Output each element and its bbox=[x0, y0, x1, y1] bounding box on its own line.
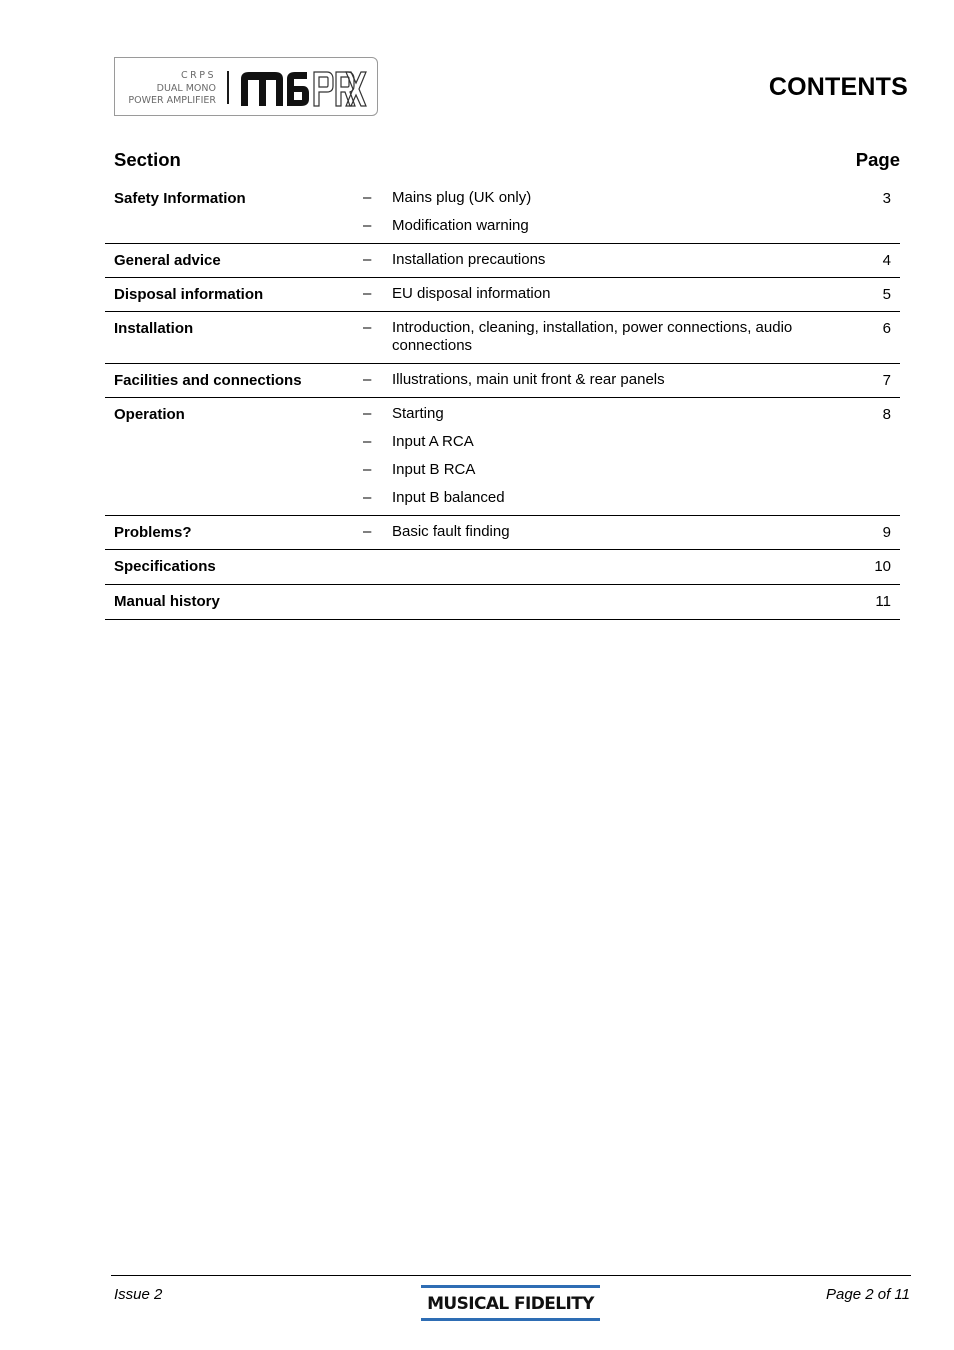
topic-item bbox=[363, 489, 840, 507]
topic-text: Illustrations, main unit front & rear panels bbox=[392, 371, 665, 388]
topic-item bbox=[363, 433, 840, 451]
topic-text: Mains plug (UK only) bbox=[392, 189, 532, 206]
page-number: 10 bbox=[874, 558, 891, 575]
topic-text: Modification warning bbox=[392, 217, 529, 234]
dash-bullet: – bbox=[363, 433, 372, 450]
section-title: Problems? bbox=[114, 524, 192, 541]
contents-row bbox=[105, 398, 900, 516]
topic-item bbox=[363, 461, 840, 479]
section-topics bbox=[363, 285, 840, 303]
dash-bullet: – bbox=[363, 319, 372, 336]
page-title: CONTENTS bbox=[768, 73, 908, 101]
section-topics bbox=[363, 189, 840, 235]
contents-row bbox=[105, 516, 900, 550]
section-title: Specifications bbox=[114, 558, 216, 575]
topic-text: Installation precautions bbox=[392, 251, 546, 268]
product-logo bbox=[114, 57, 378, 116]
column-header-section: Section bbox=[114, 149, 181, 170]
dash-bullet: – bbox=[363, 285, 372, 302]
logo-line-power-amplifier: POWER AMPLIFIER bbox=[128, 95, 216, 106]
section-title: Installation bbox=[114, 320, 194, 337]
dash-bullet: – bbox=[363, 189, 372, 206]
brand-logo bbox=[421, 1285, 600, 1321]
section-topics bbox=[363, 523, 840, 541]
topic-item bbox=[363, 285, 840, 303]
dash-bullet: – bbox=[363, 405, 372, 422]
topic-item bbox=[363, 371, 840, 389]
topic-text: Basic fault finding bbox=[392, 523, 510, 540]
contents-table bbox=[105, 146, 900, 620]
topic-text: Input B RCA bbox=[392, 461, 476, 478]
logo-line-dual-mono: DUAL MONO bbox=[156, 82, 216, 94]
contents-header bbox=[105, 146, 900, 182]
page-number: 3 bbox=[882, 190, 891, 207]
contents-row bbox=[105, 244, 900, 278]
dash-bullet: – bbox=[363, 461, 372, 478]
page-number: 7 bbox=[882, 372, 891, 389]
page-number: 8 bbox=[882, 406, 891, 423]
section-title: Manual history bbox=[114, 593, 220, 610]
dash-bullet: – bbox=[363, 523, 372, 540]
contents-row bbox=[105, 278, 900, 312]
topic-item bbox=[363, 251, 840, 269]
footer-divider bbox=[111, 1275, 911, 1276]
logo-model-wordmark bbox=[239, 69, 367, 107]
page-number: 5 bbox=[882, 286, 891, 303]
page-number: 6 bbox=[882, 320, 891, 337]
footer-issue: Issue 2 bbox=[114, 1286, 163, 1303]
topic-item bbox=[363, 405, 840, 423]
contents-row bbox=[105, 585, 900, 620]
dash-bullet: – bbox=[363, 251, 372, 268]
contents-row bbox=[105, 550, 900, 585]
topic-item bbox=[363, 523, 840, 541]
topic-text: Starting bbox=[392, 405, 444, 422]
page-number: 11 bbox=[875, 593, 891, 610]
topic-text: Input A RCA bbox=[392, 433, 474, 450]
section-topics bbox=[363, 371, 840, 389]
section-topics bbox=[363, 405, 840, 507]
topic-text: Introduction, cleaning, installation, power connections, audio connections bbox=[392, 319, 793, 354]
topic-item bbox=[363, 189, 840, 207]
logo-line-crps: CRPS bbox=[181, 70, 216, 81]
topic-text: Input B balanced bbox=[392, 489, 505, 506]
contents-row bbox=[105, 182, 900, 244]
logo-divider bbox=[227, 71, 229, 104]
section-title: Disposal information bbox=[114, 286, 264, 303]
topic-text: EU disposal information bbox=[392, 285, 551, 302]
contents-row bbox=[105, 364, 900, 398]
brand-name: MUSICAL FIDELITY bbox=[427, 1294, 594, 1314]
section-topics bbox=[363, 251, 840, 269]
topic-item bbox=[363, 217, 840, 235]
contents-row bbox=[105, 312, 900, 364]
column-header-page: Page bbox=[855, 149, 900, 170]
logo-descriptor bbox=[128, 70, 216, 108]
dash-bullet: – bbox=[363, 371, 372, 388]
section-title: Facilities and connections bbox=[114, 372, 302, 389]
topic-item bbox=[363, 319, 840, 355]
section-topics bbox=[363, 319, 840, 355]
section-title: Operation bbox=[114, 406, 185, 423]
dash-bullet: – bbox=[363, 217, 372, 234]
page-number: 4 bbox=[882, 252, 891, 269]
page-number: 9 bbox=[882, 524, 891, 541]
section-title: Safety Information bbox=[114, 190, 246, 207]
section-title: General advice bbox=[114, 252, 221, 269]
dash-bullet: – bbox=[363, 489, 372, 506]
footer-page-number: Page 2 of 11 bbox=[826, 1286, 910, 1303]
